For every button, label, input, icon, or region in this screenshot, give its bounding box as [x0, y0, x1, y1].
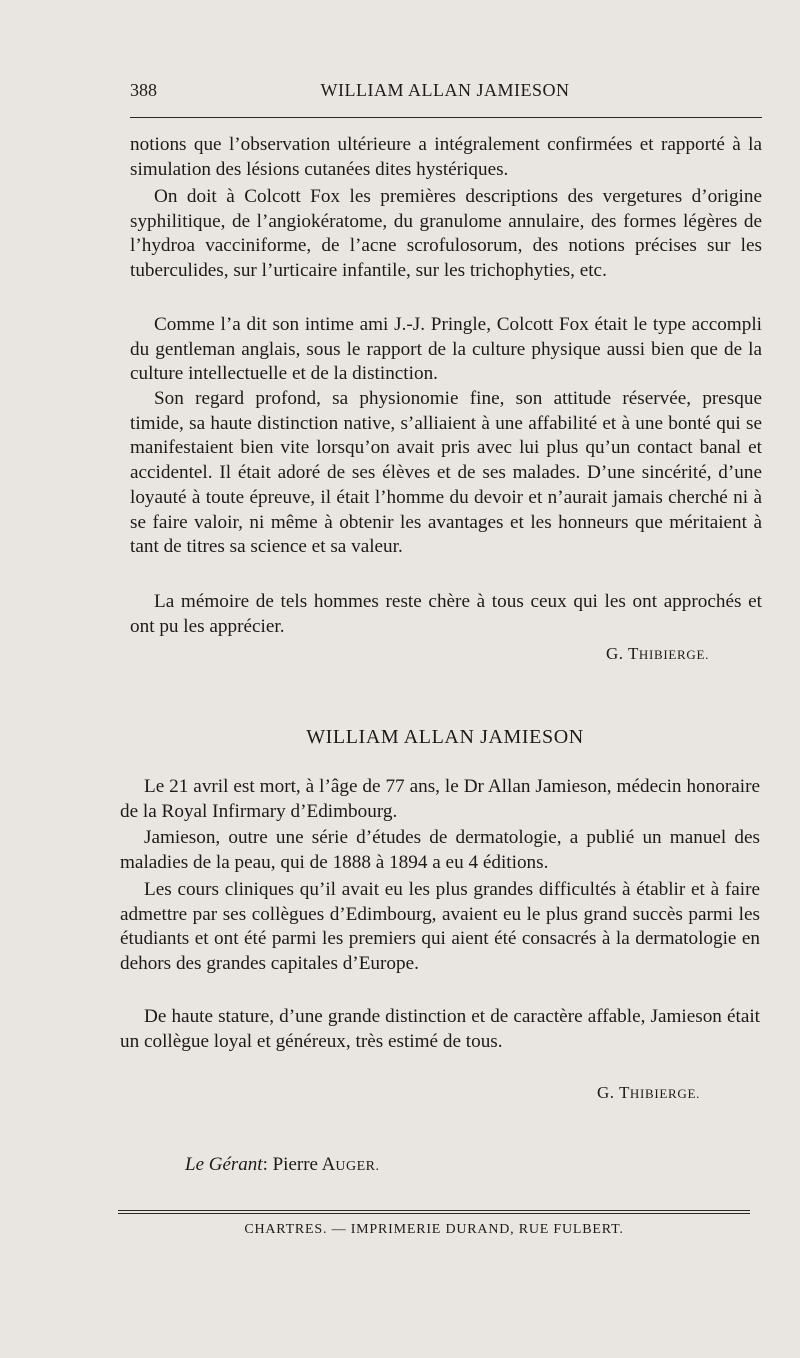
header-rule [130, 117, 762, 118]
footer-rule [118, 1213, 750, 1214]
printer-imprint: CHARTRES. — IMPRIMERIE DURAND, RUE FULBERT. [244, 1222, 624, 1237]
gerant-name-initial: Pierre A [272, 1154, 336, 1175]
gerant-line [185, 1154, 380, 1176]
paragraph: Jamieson, outre une série d’études de dermatologie, a publié un manuel des maladies de la peau, qui de 1888 à 1894 a eu 4 éditions. [120, 827, 760, 873]
paragraph: Les cours cliniques qu’il avait eu les plus grandes difficultés à établir et à faire admettre par ses collègues d’Edimbourg, avaient eu le plus grand succès parmi les étudiants et ont été parmi les premiers qui aient été consacrés à la dermatologie en dehors des grandes capitales d’Europe. [120, 879, 760, 975]
paragraph: notions que l’observation ultérieure a intégralement confirmées et rapporté à la simulation des lésions cutanées dites hystériques. [130, 134, 762, 180]
page-header [130, 80, 760, 104]
footer-rule [118, 1210, 750, 1211]
signature-surname: HIBIERGE. [629, 1086, 701, 1101]
paragraph: De haute stature, d’une grande distinction et de caractère affable, Jamieson était un collègue loyal et généreux, très estimé de tous. [120, 1006, 760, 1052]
section-title: WILLIAM ALLAN JAMIESON [306, 726, 584, 748]
gerant-label: Le Gérant [185, 1154, 263, 1175]
paragraph: La mémoire de tels hommes reste chère à tous ceux qui les ont approchés et ont pu les apprécier. [130, 591, 762, 637]
paragraph: Son regard profond, sa physionomie fine, son attitude réservée, presque timide, sa haute distinction native, s’alliaient à une affabilité et à une bonté qui se manifestaient bien vite lorsqu’on avait pris avec lui plus qu’un contact banal et accidentel. Il était adoré de ses élèves et de ses malades. D’une sincérité, d’une loyauté à toute épreuve, il était l’homme du devoir et n’aurait jamais cherché ni à se faire valoir, ni même à obtenir les avantages et les honneurs que méritaient à tant de titres sa science et sa valeur. [130, 388, 762, 558]
paragraph: Le 21 avril est mort, à l’âge de 77 ans, le Dr Allan Jamieson, médecin honoraire de la Royal Infirmary d’Edimbourg. [120, 776, 760, 822]
signature [606, 644, 709, 664]
paragraph: Comme l’a dit son intime ami J.-J. Pringle, Colcott Fox était le type accompli du gentleman anglais, sous le rapport de la culture physique aussi bien que de la culture intellectuelle et de la distinction. [130, 314, 762, 385]
signature-initial: G. T [597, 1083, 630, 1102]
gerant-name-rest: UGER. [335, 1159, 380, 1174]
gerant-colon: : [262, 1154, 268, 1175]
paragraph: On doit à Colcott Fox les premières descriptions des vergetures d’origine syphilitique, de l’angiokératome, du granulome annulaire, des formes légères de l’hydroa vacciniforme, de l’acne scrofulosorum, des notions précises sur les tuberculides, sur l’urticaire infantile, sur les trichophyties, etc. [130, 186, 762, 282]
page-number: 388 [130, 80, 157, 100]
signature [597, 1083, 700, 1103]
signature-initial: G. T [606, 644, 639, 663]
running-title: WILLIAM ALLAN JAMIESON [320, 80, 570, 100]
signature-surname: HIBIERGE. [638, 647, 710, 662]
